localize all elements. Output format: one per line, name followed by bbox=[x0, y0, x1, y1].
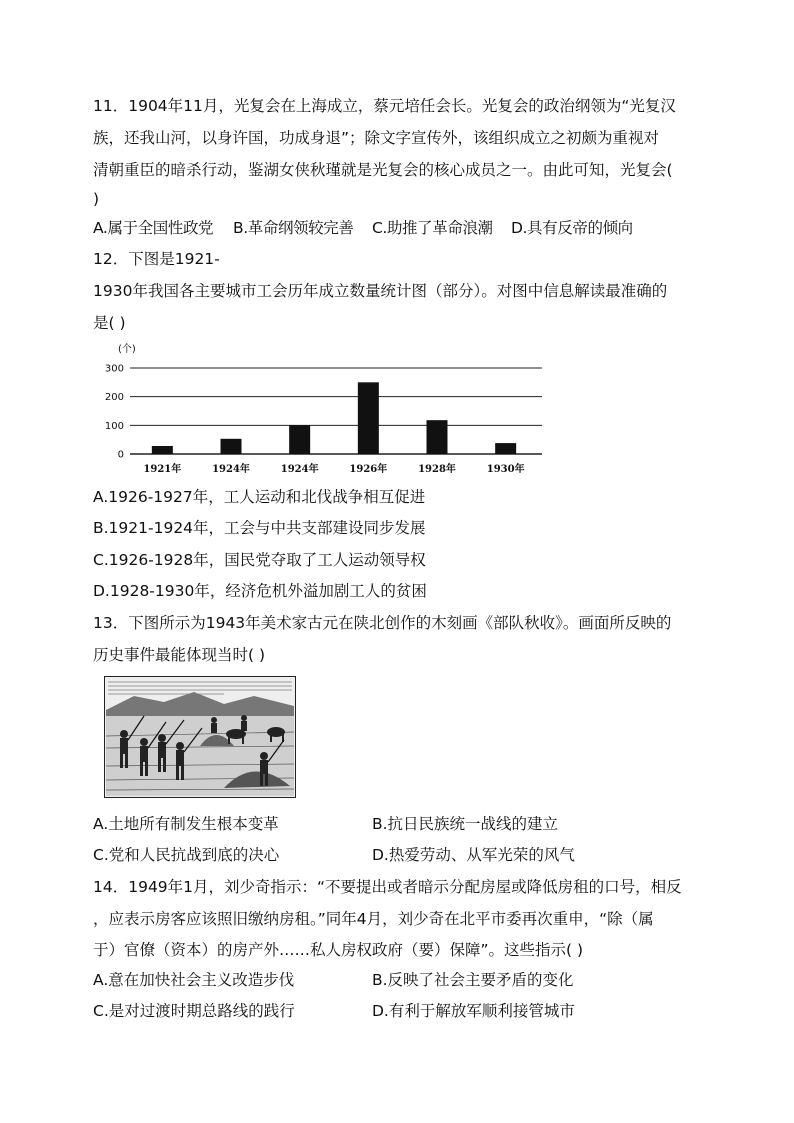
q14-line-2: ，应表示房客应该照旧缴纳房租。”同年4月，刘少奇在北平市委再次重申，“除（属 bbox=[93, 910, 654, 928]
q13-line-2: 历史事件最能体现当时( ) bbox=[93, 646, 266, 664]
q14-line-3: 于）官僚（资本）的房产外……私人房权政府（要）保障”。这些指示( ) bbox=[93, 941, 584, 959]
bar-1 bbox=[221, 439, 242, 454]
q14-option-a[interactable]: A.意在加快社会主义改造步伐 bbox=[93, 971, 295, 989]
woodcut-harvest-image bbox=[104, 676, 296, 798]
q11-line-4: ) bbox=[93, 190, 100, 208]
bar-0 bbox=[152, 446, 173, 454]
q11-line-3: 清朝重臣的暗杀行动，鉴湖女侠秋瑾就是光复会的核心成员之一。由此可知，光复会( bbox=[93, 161, 673, 179]
q14-option-d[interactable]: D.有利于解放军顺利接管城市 bbox=[372, 1002, 575, 1020]
q13-option-a[interactable]: A.土地所有制发生根本变革 bbox=[93, 815, 279, 833]
bar-3 bbox=[358, 382, 379, 454]
q14-line-1: 14．1949年1月，刘少奇指示：“不要提出或者暗示分配房屋或降低房租的口号，相反 bbox=[93, 878, 682, 896]
x-tick-label: 1928年 bbox=[418, 464, 456, 475]
q11-option-d[interactable]: D.具有反帝的倾向 bbox=[511, 219, 633, 237]
y-tick-label: 0 bbox=[117, 449, 124, 461]
q11-option-a[interactable]: A.属于全国性政党 bbox=[93, 219, 214, 237]
q13-line-1: 13．下图所示为1943年美术家古元在陕北创作的木刻画《部队秋收》。画面所反映的 bbox=[93, 614, 672, 632]
q13-option-d[interactable]: D.热爱劳动、从军光荣的风气 bbox=[372, 846, 575, 864]
q13-option-c[interactable]: C.党和人民抗战到底的决心 bbox=[93, 846, 280, 864]
q12-line-1: 12．下图是1921- bbox=[93, 250, 220, 268]
q12-line-3: 是( ) bbox=[93, 314, 126, 332]
x-tick-label: 1924年 bbox=[212, 464, 250, 475]
q11-line-1: 11．1904年11月，光复会在上海成立，蔡元培任会长。光复会的政治纲领为“光复汉 bbox=[93, 97, 676, 115]
x-tick-label: 1921年 bbox=[143, 464, 182, 475]
chart-y-unit: (个) bbox=[118, 344, 136, 355]
chart-grid bbox=[130, 368, 542, 454]
bar-4 bbox=[427, 420, 448, 454]
q12-option-c[interactable]: C.1926-1928年，国民党夺取了工人运动领导权 bbox=[93, 551, 426, 569]
union-bar-chart bbox=[96, 340, 552, 480]
q12-line-2: 1930年我国各主要城市工会历年成立数量统计图（部分）。对图中信息解读最准确的 bbox=[93, 282, 668, 300]
bar-5 bbox=[495, 443, 516, 454]
x-tick-label: 1930年 bbox=[486, 464, 525, 475]
q11-option-b[interactable]: B.革命纲领较完善 bbox=[233, 219, 354, 237]
y-tick-label: 300 bbox=[104, 363, 124, 375]
q13-option-b[interactable]: B.抗日民族统一战线的建立 bbox=[372, 815, 559, 833]
q12-option-d[interactable]: D.1928-1930年，经济危机外溢加剧工人的贫困 bbox=[93, 582, 427, 600]
q14-option-b[interactable]: B.反映了社会主要矛盾的变化 bbox=[372, 971, 574, 989]
y-tick-label: 200 bbox=[104, 392, 124, 404]
q11-line-2: 族，还我山河，以身许国，功成身退”；除文字宣传外，该组织成立之初颇为重视对 bbox=[93, 129, 660, 147]
x-tick-label: 1926年 bbox=[349, 464, 388, 475]
y-tick-label: 100 bbox=[104, 420, 124, 432]
chart-labels bbox=[105, 364, 525, 476]
q14-option-c[interactable]: C.是对过渡时期总路线的践行 bbox=[93, 1002, 295, 1020]
q12-option-b[interactable]: B.1921-1924年，工会与中共支部建设同步发展 bbox=[93, 519, 426, 537]
chart-bars bbox=[152, 382, 516, 454]
x-tick-label: 1924年 bbox=[280, 464, 319, 475]
q12-option-a[interactable]: A.1926-1927年，工人运动和北伐战争相互促进 bbox=[93, 488, 426, 506]
q11-option-c[interactable]: C.助推了革命浪潮 bbox=[372, 219, 493, 237]
bar-2 bbox=[289, 425, 310, 454]
